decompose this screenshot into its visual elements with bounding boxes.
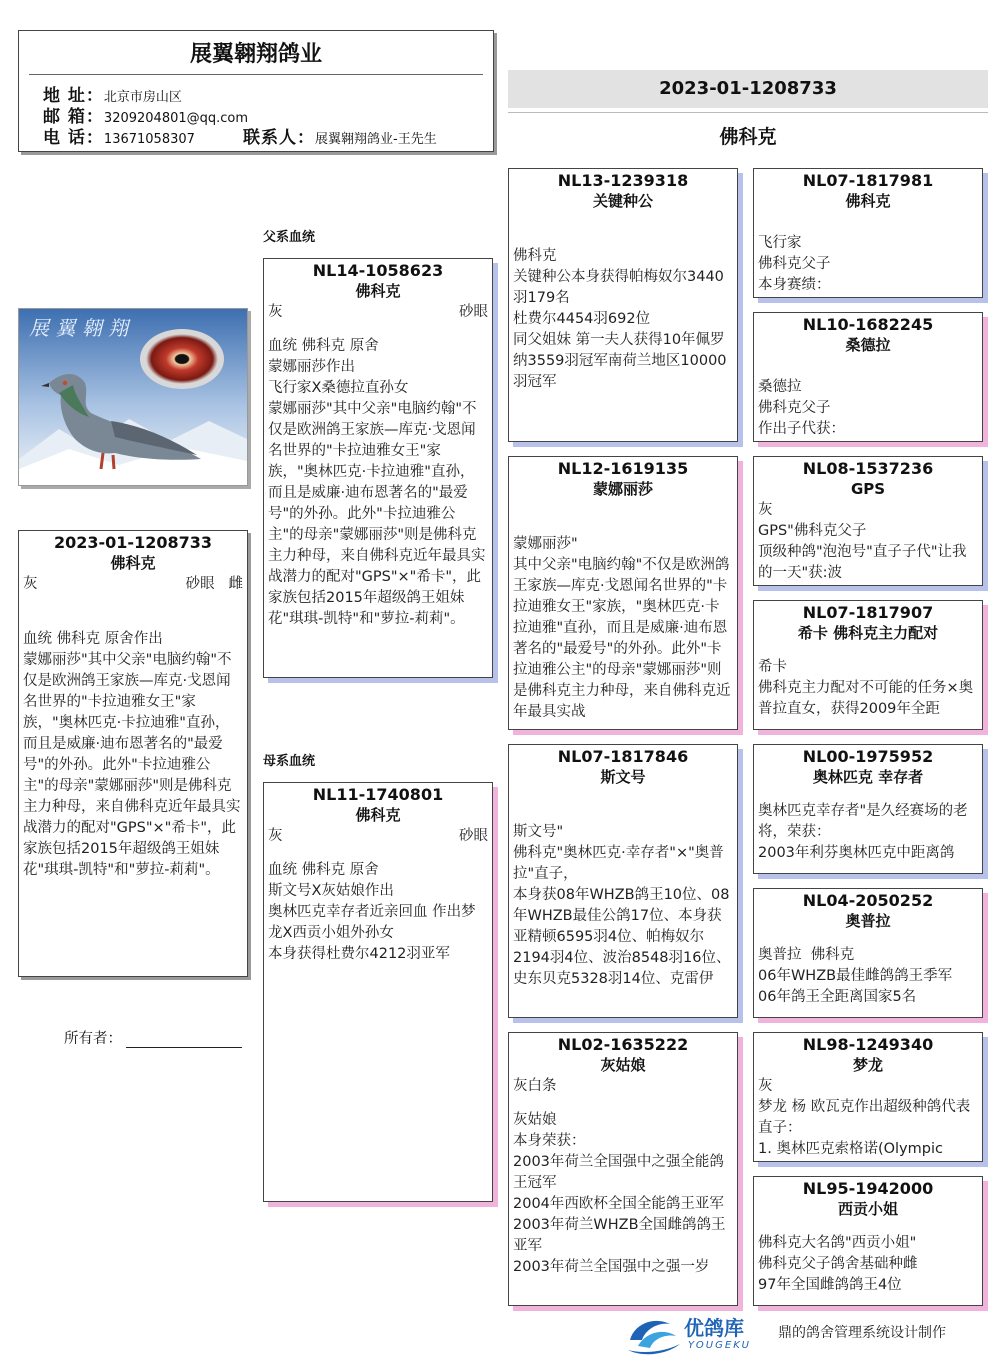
owner-field [64, 1027, 242, 1048]
subject-sex: 雌 [228, 576, 243, 592]
subject-description: 血统 佛科克 原舍作出 蒙娜丽莎"其中父亲"电脑约翰"不仅是欧洲鸽王家族—库克·戈恩闻名世界的"卡拉迪雅女王"家族，"奥林匹克·卡拉迪雅"直孙，而且是威廉·迪布恩著名的"最爱号"的外孙。此外"卡拉迪雅公主"的母亲"蒙娜丽莎"则是佛科克主力种母，来自佛科克近年最具实战潜力的配对"GPS"×"希卡"，此家族包括2015年超级鸽王姐妹花"琪琪-凯特"和"萝拉-莉莉"。 [23, 631, 241, 878]
sire-attributes [264, 302, 492, 323]
subject-ring: 2023-01-1208733 [53, 533, 212, 552]
great-grandparent-card [753, 744, 983, 874]
great-grandparent-description: 桑德拉 佛科克父子 作出子代获： [758, 379, 845, 437]
great-grandparent-description: GPS"佛科克父子 顶级种鸽"泡泡号"直子子代"让我的一天"获:波 [758, 523, 967, 581]
dam-eye: 砂眼 [459, 828, 488, 844]
address-value: 北京市房山区 [103, 90, 182, 105]
grandparent-attributes [509, 1076, 737, 1097]
great-grandparent-ring: NL04-2050252 [802, 891, 934, 910]
great-grandparent-name: 梦龙 [852, 1056, 883, 1074]
dam-ring: NL11-1740801 [312, 785, 444, 804]
pigeon-photo-svg [19, 309, 247, 485]
great-grandparent-card [753, 888, 983, 1018]
grandparent-description: 灰姑娘 本身荣获： 2003年荷兰全国强中之强全能鸽王冠军 2004年西欧杯全国全能鸽王亚军 2003年荷兰WHZB全国雌鸽鸽王亚军 2003年荷兰全国强中之强一岁 [513, 1112, 726, 1275]
grandparent-ring: NL02-1635222 [557, 1035, 689, 1054]
great-grandparent-ring: NL00-1975952 [802, 747, 934, 766]
great-grandparent-card [753, 168, 983, 298]
sire-name: 佛科克 [355, 282, 401, 300]
great-grandparent-card [753, 312, 983, 442]
grandparent-name: 关键种公 [592, 192, 653, 210]
breeder-title: 展翼翱翔鸽业 [189, 42, 322, 67]
grandparent-card [508, 456, 738, 730]
great-grandparent-ring: NL10-1682245 [802, 315, 934, 334]
contact-value: 展翼翱翔鸽业-王先生 [315, 132, 437, 147]
subject-ring-banner: 2023-01-1208733 [508, 70, 988, 108]
sire-eye: 砂眼 [459, 304, 488, 320]
subject-card [18, 530, 248, 977]
great-grandparent-name: 桑德拉 [845, 336, 891, 354]
great-grandparent-card [753, 1176, 983, 1306]
sire-card [263, 258, 493, 678]
banner-divider [508, 112, 988, 113]
great-grandparent-card [753, 600, 983, 730]
great-grandparent-description: 奥普拉 佛科克 06年WHZB最佳雌鸽鸽王季军 06年鸽王全距离国家5名 [758, 947, 953, 1005]
great-grandparent-ring: NL98-1249340 [802, 1035, 934, 1054]
great-grandparent-name: 佛科克 [845, 192, 891, 210]
grandparent-ring: NL13-1239318 [557, 171, 689, 190]
great-grandparent-color: 灰 [758, 1078, 773, 1094]
great-grandparent-description: 佛科克大名鸽"西贡小姐" 佛科克父子鸽舍基础种雌 97年全国雌鸽鸽王4位 [758, 1235, 918, 1293]
grandparent-name: 斯文号 [600, 768, 646, 786]
email-label: 邮 箱： [43, 107, 104, 127]
grandparent-card [508, 168, 738, 442]
great-grandparent-name: 西贡小姐 [837, 1200, 898, 1218]
dam-attributes [264, 826, 492, 847]
pigeon-photo [18, 308, 248, 486]
phone-label: 电 话： [43, 128, 104, 148]
great-grandparent-description: 希卡 佛科克主力配对不可能的任务×奥普拉直女，获得2009年全距 [758, 659, 974, 717]
grandparent-card [508, 1032, 738, 1306]
dam-color: 灰 [268, 828, 283, 844]
youge-logo-icon [624, 1310, 682, 1356]
subject-color: 灰 [23, 576, 38, 592]
phone-value: 13671058307 [103, 132, 195, 147]
grandparent-description: 斯文号" 佛科克"奥林匹克·幸存者"×"奥普拉"直子， 本身获08年WHZB鸽王10位、08年WHZB最佳公鸽17位、本身获亚精顿6595羽4位、帕梅奴尔2194羽4位、波治8548羽16位、史东贝克5328羽14位、克雷伊 [513, 824, 731, 987]
grandparent-description: 佛科克 关键种公本身获得帕梅奴尔3440羽179名 杜费尔4454羽692位 同父姐妹 第一夫人获得10年佩罗纳3559羽冠军南荷兰地区10000羽冠军 [513, 248, 727, 390]
great-grandparent-description: 梦龙 杨 欧瓦克作出超级种鸽代表直子： 1. 奥林匹克索格诺(Olympic [758, 1099, 971, 1157]
address-label: 地 址： [43, 86, 104, 106]
email-row [43, 107, 248, 129]
dam-card [263, 782, 493, 1202]
great-grandparent-ring: NL07-1817907 [802, 603, 934, 622]
breeder-header [18, 30, 494, 152]
grandparent-name: 灰姑娘 [600, 1056, 646, 1074]
youge-logo [624, 1310, 774, 1358]
great-grandparent-color: 灰 [758, 502, 773, 518]
logo-text: 优鸽库 [684, 1316, 744, 1340]
sire-side-label: 父系血统 [263, 230, 316, 245]
grandparent-ring: NL07-1817846 [557, 747, 689, 766]
great-grandparent-ring: NL95-1942000 [802, 1179, 934, 1198]
subject-strain-banner: 佛科克 [719, 126, 777, 148]
great-grandparent-description: 奥林匹克幸存者"是久经赛场的老将，荣获： 2003年利芬奥林匹克中距离鸽 [758, 803, 968, 861]
address-row [43, 86, 182, 108]
grandparent-card [508, 744, 738, 1018]
great-grandparent-name: 希卡 佛科克主力配对 [797, 624, 939, 642]
email-value: 3209204801@qq.com [103, 111, 249, 126]
great-grandparent-card [753, 456, 983, 586]
great-grandparent-name: 奥林匹克 幸存者 [812, 768, 924, 786]
subject-attributes [19, 574, 247, 595]
contact-label: 联系人： [243, 128, 316, 148]
grandparent-color: 灰白条 [513, 1078, 557, 1094]
sire-description: 血统 佛科克 原舍 蒙娜丽莎作出 飞行家X桑德拉直孙女 蒙娜丽莎"其中父亲"电脑约翰"不仅是欧洲鸽王家族—库克·戈恩闻名世界的"卡拉迪雅女王"家族，"奥林匹克·卡拉迪雅"直孙，而且是威廉·迪布恩著名的"最爱号"的外孙。此外"卡拉迪雅公主"的母亲"蒙娜丽莎"则是佛科克主力种母，来自佛科克近年最具实战潜力的配对"GPS"×"希卡"，此家族包括2015年超级鸽王姐妹花"琪琪-凯特"和"萝拉-莉莉"。 [268, 338, 486, 627]
great-grandparent-card [753, 1032, 983, 1162]
sire-ring: NL14-1058623 [312, 261, 444, 280]
footer-credit: 鼎的鸽舍管理系统设计制作 [778, 1325, 946, 1341]
dam-name: 佛科克 [355, 806, 401, 824]
great-grandparent-name: 奥普拉 [845, 912, 891, 930]
dam-side-label: 母系血统 [263, 754, 316, 769]
subject-strain: 佛科克 [110, 554, 156, 572]
phone-row [43, 128, 437, 150]
logo-english: YOUGEKU [688, 1340, 751, 1351]
great-grandparent-ring: NL08-1537236 [802, 459, 934, 478]
grandparent-ring: NL12-1619135 [557, 459, 689, 478]
great-grandparent-name: GPS [850, 480, 886, 498]
subject-eye: 砂眼 [185, 576, 215, 592]
header-divider [29, 74, 483, 75]
great-grandparent-attributes [754, 1076, 982, 1097]
owner-line [126, 1029, 242, 1048]
sire-color: 灰 [268, 304, 283, 320]
great-grandparent-ring: NL07-1817981 [802, 171, 934, 190]
owner-label: 所有者： [64, 1031, 122, 1047]
svg-text:展 翼 翱 翔: 展 翼 翱 翔 [29, 316, 129, 340]
great-grandparent-attributes [754, 500, 982, 521]
grandparent-name: 蒙娜丽莎 [592, 480, 653, 498]
dam-description: 血统 佛科克 原舍 斯文号X灰姑娘作出 奥林匹克幸存者近亲回血 作出梦龙X西贡小姐外孙女 本身获得杜费尔4212羽亚军 [268, 862, 476, 962]
grandparent-description: 蒙娜丽莎" 其中父亲"电脑约翰"不仅是欧洲鸽王家族—库克·戈恩闻名世界的"卡拉迪雅女王"家族，"奥林匹克·卡拉迪雅"直孙，而且是威廉·迪布恩著名的"最爱号"的外孙。此外"卡拉迪雅公主"的母亲"蒙娜丽莎"则是佛科克主力种母，来自佛科克近年最具实战 [513, 536, 731, 720]
great-grandparent-description: 飞行家 佛科克父子 本身赛绩： [758, 235, 831, 293]
